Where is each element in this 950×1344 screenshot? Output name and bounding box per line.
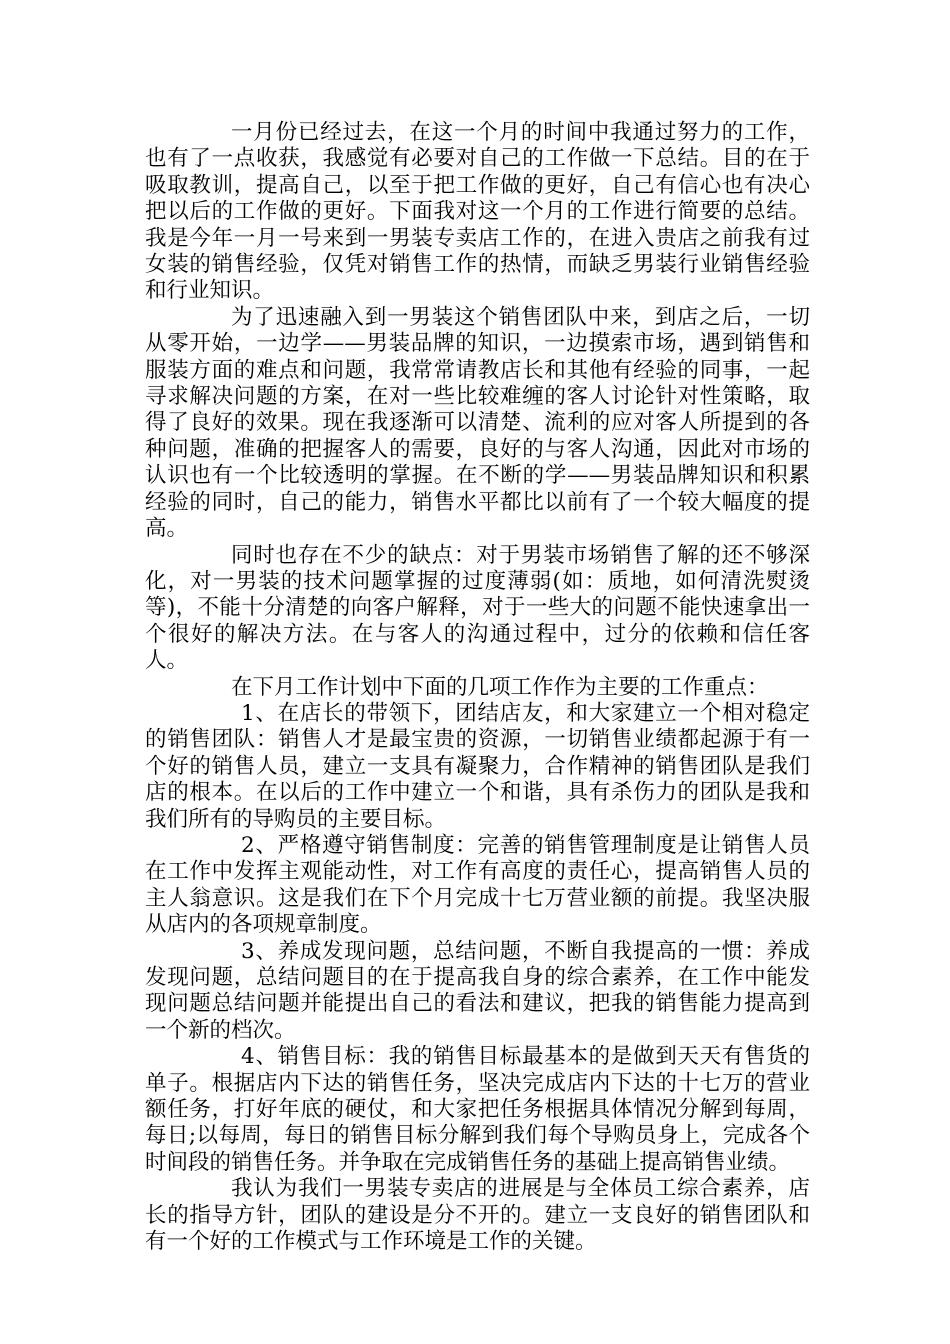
paragraph-conclusion: 我认为我们一男装专卖店的进展是与全体员工综合素养，店长的指导方针，团队的建设是分不开的。建立一支良好的销售团队和有一个好的工作模式与工作环境是工作的关键。 xyxy=(145,1176,810,1255)
paragraph-intro: 一月份已经过去，在这一个月的时间中我通过努力的工作，也有了一点收获，我感觉有必要对自己的工作做一下总结。目的在于吸取教训，提高自己，以至于把工作做的更好，自己有信心也有决心把以后的工作做的更好。下面我对这一个月的工作进行简要的总结。我是今年一月一号来到一男装专卖店工作的，在进入贵店之前我有过女装的销售经验，仅凭对销售工作的热情，而缺乏男装行业销售经验和行业知识。 xyxy=(145,120,810,304)
paragraph-plan-intro: 在下月工作计划中下面的几项工作作为主要的工作重点： xyxy=(231,674,769,700)
paragraph-shortcomings: 同时也存在不少的缺点：对于男装市场销售了解的还不够深化，对一男装的技术问题掌握的过度薄弱(如：质地，如何清洗熨烫等)，不能十分清楚的向客户解释，对于一些大的问题不能快速拿出一个很好的解决方法。在与客人的沟通过程中，过分的依赖和信任客人。 xyxy=(145,542,810,674)
paragraph-plan-item-4: 4、销售目标：我的销售目标最基本的是做到天天有售货的单子。根据店内下达的销售任务，坚决完成店内下达的十七万的营业额任务，打好年底的硬仗，和大家把任务根据具体情况分解到每周，每日;以每周，每日的销售目标分解到我们每个导购员身上，完成各个时间段的销售任务。并争取在完成销售任务的基础上提高销售业绩。 xyxy=(145,1044,810,1175)
paragraph-plan-item-1: 1、在店长的带领下，团结店友，和大家建立一个相对稳定的销售团队：销售人才是最宝贵的资源，一切销售业绩都起源于有一个好的销售人员，建立一支具有凝聚力，合作精神的销售团队是我们店的根本。在以后的工作中建立一个和谐，具有杀伤力的团队是我和我们所有的导购员的主要目标。 xyxy=(145,700,810,832)
paragraph-plan-item-2: 2、严格遵守销售制度：完善的销售管理制度是让销售人员在工作中发挥主观能动性，对工作有高度的责任心，提高销售人员的主人翁意识。这是我们在下个月完成十七万营业额的前提。我坚决服从店内的各项规章制度。 xyxy=(145,832,810,938)
document-body xyxy=(145,120,810,1255)
paragraph-learning: 为了迅速融入到一男装这个销售团队中来，到店之后，一切从零开始，一边学——男装品牌的知识，一边摸索市场，遇到销售和服装方面的难点和问题，我常常请教店长和其他有经验的同事，一起寻求解决问题的方案，在对一些比较难缠的客人讨论针对性策略，取得了良好的效果。现在我逐渐可以清楚、流利的应对客人所提到的各种问题，准确的把握客人的需要，良好的与客人沟通，因此对市场的认识也有一个比较透明的掌握。在不断的学——男装品牌知识和积累经验的同时，自己的能力，销售水平都比以前有了一个较大幅度的提高。 xyxy=(145,304,810,542)
paragraph-plan-item-3: 3、养成发现问题，总结问题，不断自我提高的一惯：养成发现问题，总结问题目的在于提高我自身的综合素养，在工作中能发现问题总结问题并能提出自己的看法和建议，把我的销售能力提高到一个新的档次。 xyxy=(145,938,810,1043)
